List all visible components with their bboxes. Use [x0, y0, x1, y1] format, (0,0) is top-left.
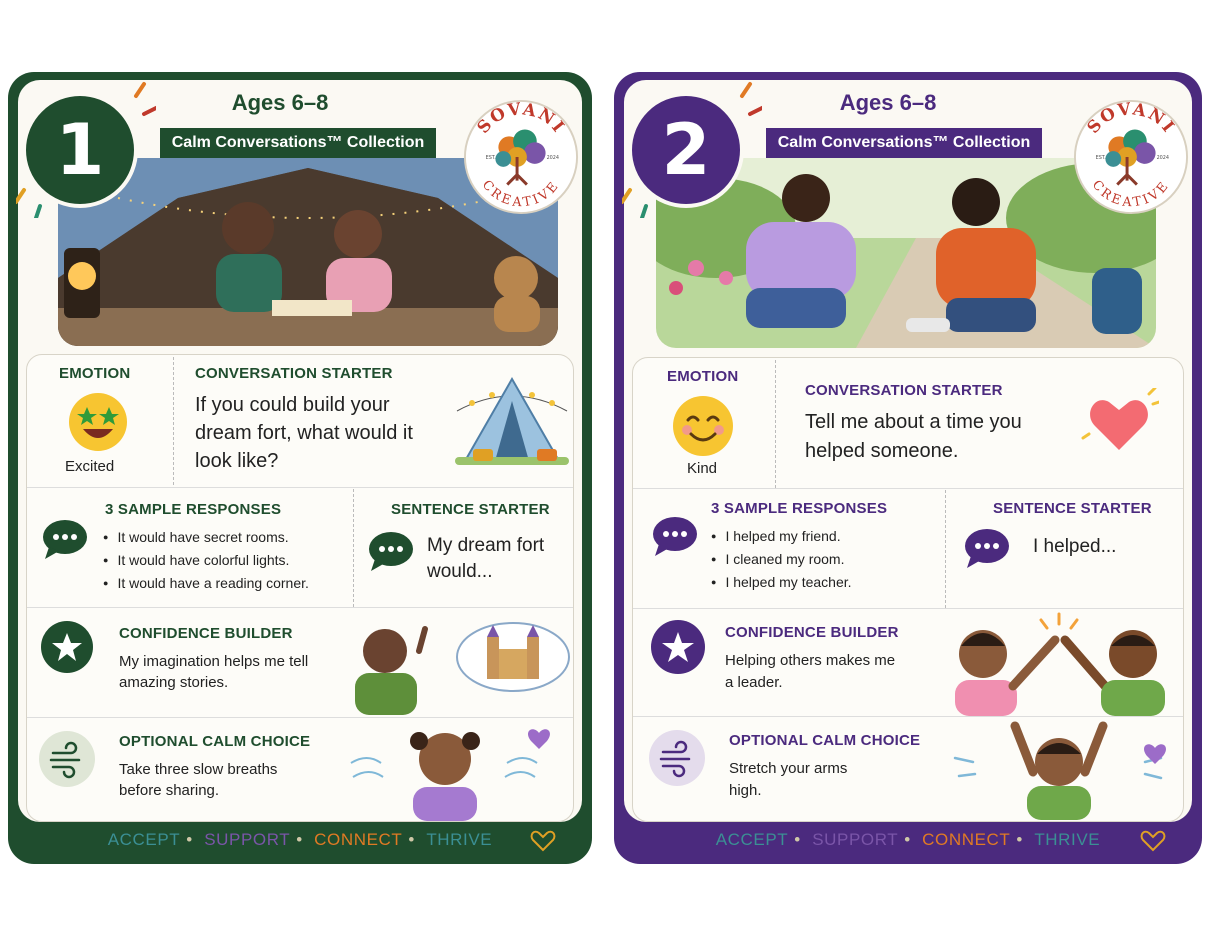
footer-value-support: SUPPORT: [812, 830, 899, 849]
list-item: ● It would have secret rooms.: [103, 529, 309, 545]
svg-text:EST.: EST.: [1095, 154, 1106, 161]
speech-bubble-icon: [41, 519, 89, 559]
calm-choice-label: OPTIONAL CALM CHOICE: [119, 733, 311, 750]
divider: [27, 487, 573, 488]
sentence-starter-label: SENTENCE STARTER: [391, 501, 550, 518]
values-footer: ACCEPT • SUPPORT • CONNECT • THRIVE: [107, 830, 493, 849]
svg-text:SOVANI: SOVANI: [472, 98, 570, 138]
card-2: [614, 72, 1202, 864]
divider: [27, 717, 573, 718]
list-item: ● It would have colorful lights.: [103, 552, 309, 568]
speech-bubble-icon: [651, 516, 699, 556]
footer-value-support: SUPPORT: [204, 830, 291, 849]
svg-text:2024: 2024: [1156, 154, 1170, 161]
calm-choice-label: OPTIONAL CALM CHOICE: [729, 732, 921, 749]
list-item: ● I cleaned my room.: [711, 551, 852, 567]
speech-bubble-icon: [367, 531, 415, 571]
sentence-starter-text: My dream fort would...: [427, 535, 545, 582]
child-castle-illustration: [345, 611, 575, 715]
wind-breath-icon: [649, 730, 705, 786]
sovani-creative-logo: [462, 98, 580, 216]
emotion-name: Kind: [687, 460, 718, 477]
age-label: Ages 6–8: [231, 90, 329, 115]
conversation-starter-text: Tell me about a time you helped someone.: [805, 411, 1022, 462]
collection-ribbon: Calm Conversations™ Collection: [160, 128, 436, 158]
divider: [633, 716, 1183, 717]
svg-text:CREATIVE: CREATIVE: [478, 177, 564, 211]
conversation-starter-text: If you could build your dream fort, what would it look like?: [195, 394, 413, 472]
sample-responses-list: [103, 529, 309, 598]
confidence-builder-text: My imagination helps me tell amazing stories.: [119, 653, 309, 691]
footer-value-accept: ACCEPT: [107, 830, 181, 849]
sample-responses-label: 3 SAMPLE RESPONSES: [711, 500, 888, 517]
card-number: 2: [628, 92, 744, 208]
svg-text:2024: 2024: [546, 154, 560, 161]
smiling-face-icon: [671, 394, 735, 458]
age-label: Ages 6–8: [839, 90, 937, 115]
calm-choice-text: Stretch your arms high.: [729, 760, 848, 799]
footer-value-connect: CONNECT: [314, 830, 403, 849]
svg-text:CREATIVE: CREATIVE: [1088, 177, 1174, 211]
list-item: ● It would have a reading corner.: [103, 575, 309, 591]
child-breathing-illustration: [347, 723, 567, 821]
footer-value-connect: CONNECT: [922, 830, 1011, 849]
sample-responses-label: 3 SAMPLE RESPONSES: [105, 501, 282, 518]
child-stretching-illustration: [949, 718, 1179, 820]
confidence-builder-label: CONFIDENCE BUILDER: [725, 624, 899, 641]
footer-value-thrive: THRIVE: [426, 830, 493, 849]
divider: [173, 357, 174, 485]
heart-sparkle-icon: [1079, 388, 1159, 458]
star-badge-icon: [651, 620, 705, 674]
conversation-starter-label: CONVERSATION STARTER: [805, 382, 1003, 399]
sentence-starter-label: SENTENCE STARTER: [993, 500, 1152, 517]
svg-text:SOVANI: SOVANI: [1082, 98, 1180, 138]
divider: [27, 607, 573, 608]
svg-text:EST.: EST.: [485, 154, 496, 161]
kids-high-five-illustration: [943, 610, 1179, 716]
wind-breath-icon: [39, 731, 95, 787]
sovani-creative-logo: [1072, 98, 1190, 216]
divider: [633, 488, 1183, 489]
tent-illustration: [447, 371, 577, 473]
emotion-name: Excited: [65, 458, 115, 475]
footer-value-thrive: THRIVE: [1034, 830, 1101, 849]
emotion-label: EMOTION: [59, 365, 131, 382]
content-panel: [26, 354, 574, 822]
heart-outline-icon: [530, 830, 556, 852]
divider: [775, 360, 776, 488]
collection-ribbon: Calm Conversations™ Collection: [766, 128, 1042, 158]
calm-choice-text: Take three slow breaths before sharing.: [119, 761, 278, 799]
card-1: [8, 72, 592, 864]
sentence-starter-text: I helped...: [1033, 536, 1117, 557]
divider: [353, 489, 354, 607]
footer-value-accept: ACCEPT: [715, 830, 789, 849]
emotion-label: EMOTION: [667, 368, 739, 385]
confidence-builder-label: CONFIDENCE BUILDER: [119, 625, 293, 642]
divider: [633, 608, 1183, 609]
conversation-starter-label: CONVERSATION STARTER: [195, 365, 393, 382]
speech-bubble-icon: [963, 528, 1011, 568]
list-item: ● I helped my teacher.: [711, 574, 852, 590]
confidence-builder-text: Helping others makes me a leader.: [725, 652, 896, 691]
content-panel: [632, 357, 1184, 822]
values-footer: ACCEPT • SUPPORT • CONNECT • THRIVE: [715, 830, 1101, 849]
heart-outline-icon: [1140, 830, 1166, 852]
card-number: 1: [22, 92, 138, 208]
list-item: ● I helped my friend.: [711, 528, 852, 544]
sample-responses-list: [711, 528, 852, 597]
star-eyes-face-icon: [67, 391, 129, 453]
star-badge-icon: [41, 621, 93, 673]
divider: [945, 490, 946, 608]
